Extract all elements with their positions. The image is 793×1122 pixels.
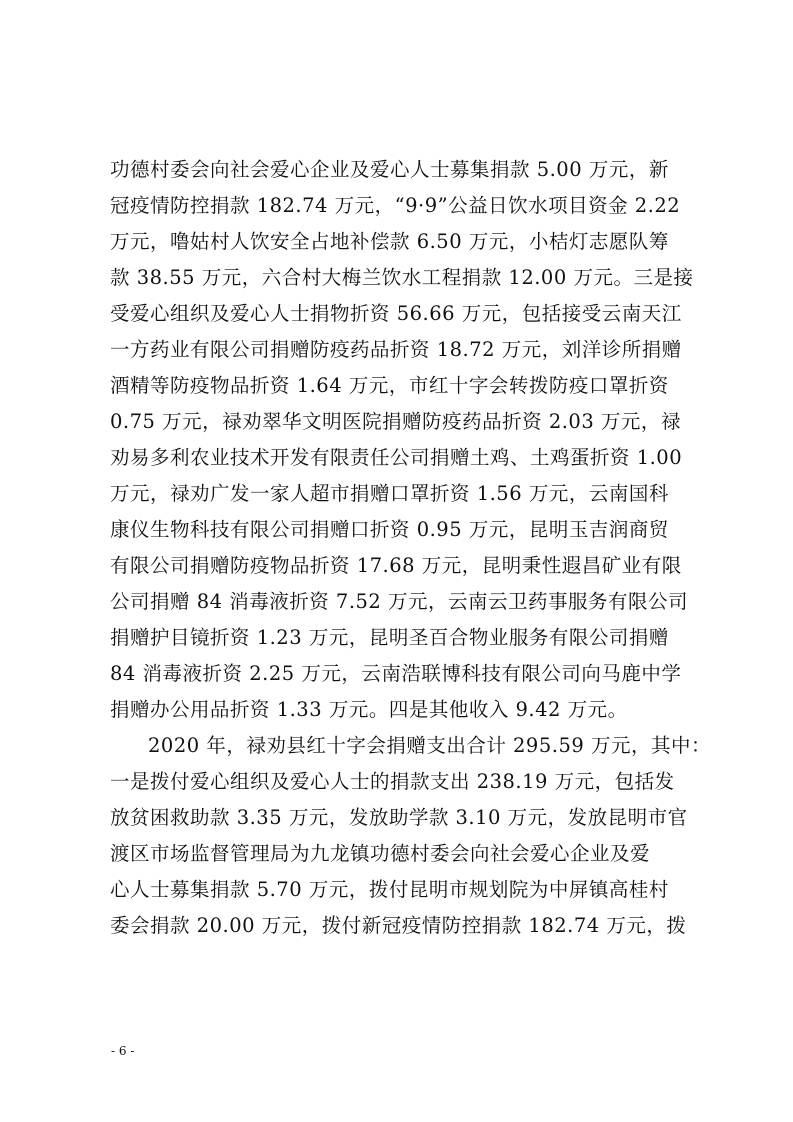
text-line: 功德村委会向社会爱心企业及爱心人士募集捐款 5.00 万元，新	[110, 158, 669, 181]
text-line: 放贫困救助款 3.35 万元，发放助学款 3.10 万元，发放昆明市官	[110, 806, 688, 829]
text-line: 受爱心组织及爱心人士捐物折资 56.66 万元，包括接受云南天江	[110, 302, 682, 325]
text-line: 康仪生物科技有限公司捐赠口折资 0.95 万元，昆明玉吉润商贸	[110, 518, 669, 541]
text-line: 捐赠办公用品折资 1.33 万元。四是其他收入 9.42 万元。	[110, 698, 628, 721]
text-line: 委会捐款 20.00 万元，拨付新冠疫情防控捐款 182.74 万元，拨	[110, 914, 687, 937]
paragraph-start-line: 2020 年，禄劝县红十字会捐赠支出合计 295.59 万元，其中：	[148, 734, 711, 757]
text-line: 一是拨付爱心组织及爱心人士的捐款支出 238.19 万元，包括发	[110, 770, 675, 793]
text-line: 冠疫情防控捐款 182.74 万元，“9·9”公益日饮水项目资金 2.22	[110, 194, 681, 217]
text-line: 公司捐赠 84 消毒液折资 7.52 万元，云南云卫药事服务有限公司	[110, 590, 689, 613]
text-line: 款 38.55 万元，六合村大梅兰饮水工程捐款 12.00 万元。三是接	[110, 266, 694, 289]
text-line: 万元，禄劝广发一家人超市捐赠口罩折资 1.56 万元，云南国科	[110, 482, 669, 505]
text-line: 渡区市场监督管理局为九龙镇功德村委会向社会爱心企业及爱	[110, 842, 651, 865]
text-line: 心人士募集捐款 5.70 万元，拨付昆明市规划院为中屏镇高桂村	[110, 878, 669, 901]
text-line: 劝易多利农业技术开发有限责任公司捐赠土鸡、土鸡蛋折资 1.00	[110, 446, 683, 469]
text-line: 一方药业有限公司捐赠防疫药品折资 18.72 万元，刘洋诊所捐赠	[110, 338, 682, 361]
page-number: - 6 -	[111, 1044, 135, 1058]
text-line: 有限公司捐赠防疫物品折资 17.68 万元，昆明秉性遐昌矿业有限	[110, 554, 682, 577]
text-line: 0.75 万元，禄劝翠华文明医院捐赠防疫药品折资 2.03 万元，禄	[110, 410, 681, 433]
text-line: 万元，噜姑村人饮安全占地补偿款 6.50 万元，小桔灯志愿队筹	[110, 230, 669, 253]
text-line: 84 消毒液折资 2.25 万元，云南浩联博科技有限公司向马鹿中学	[110, 662, 682, 685]
text-line: 酒精等防疫物品折资 1.64 万元，市红十字会转拨防疫口罩折资	[110, 374, 669, 397]
text-line: 捐赠护目镜折资 1.23 万元，昆明圣百合物业服务有限公司捐赠	[110, 626, 669, 649]
